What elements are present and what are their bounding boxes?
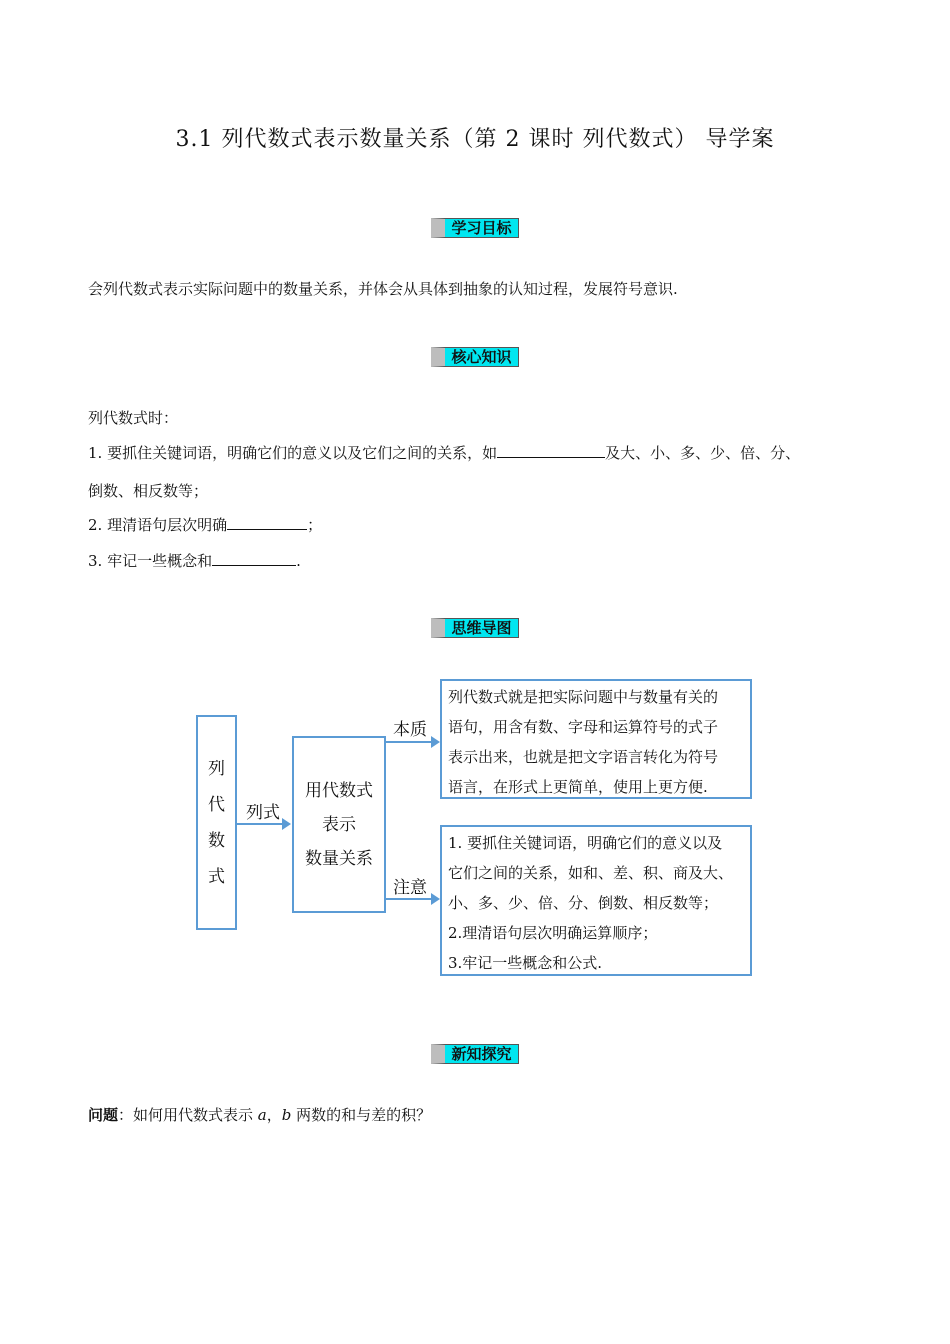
section-header-mindmap: 思维导图	[431, 618, 519, 638]
core-item-1-post: 及大、小、多、少、倍、分、	[605, 444, 801, 462]
arrow-to-essence	[386, 741, 438, 743]
mindmap-attention-box	[440, 825, 752, 976]
section-header-explore: 新知探究	[431, 1044, 519, 1064]
mindmap-middle-box	[292, 736, 386, 913]
attention-line: 1. 要抓住关键词语，明确它们的意义以及	[448, 834, 723, 852]
question-sep: ，	[266, 1106, 282, 1124]
core-item-3-post: .	[296, 552, 301, 570]
middle-line: 用代数式	[305, 780, 373, 801]
fill-blank-3[interactable]	[212, 551, 296, 566]
middle-line: 数量关系	[305, 848, 373, 869]
core-item-1-pre: 1. 要抓住关键词语，明确它们的意义以及它们之间的关系，如	[88, 444, 498, 462]
var-b: b	[281, 1106, 292, 1124]
core-item-1-line2: 倒数、相反数等；	[88, 482, 209, 500]
core-intro: 列代数式时：	[88, 409, 179, 427]
core-item-3-pre: 3. 牢记一些概念和	[88, 552, 213, 570]
root-char: 代	[208, 794, 225, 815]
goals-text: 会列代数式表示实际问题中的数量关系，并体会从具体到抽象的认知过程，发展符号意识.	[88, 280, 678, 298]
edge-label-attention: 注意	[393, 878, 427, 898]
attention-line: 2.理清语句层次明确运算顺序；	[448, 924, 658, 942]
question-text-post: 两数的和与差的积？	[291, 1106, 432, 1124]
edge-label-essence: 本质	[393, 720, 427, 740]
attention-line: 它们之间的关系，如和、差、积、商及大、	[448, 864, 734, 882]
root-char: 数	[208, 830, 225, 851]
core-item-1	[88, 442, 800, 463]
core-item-2-pre: 2. 理清语句层次明确	[88, 516, 228, 534]
attention-line: 3.牢记一些概念和公式.	[448, 954, 603, 972]
edge-label-lieshi: 列式	[246, 803, 280, 823]
section-header-goals: 学习目标	[431, 218, 519, 238]
core-item-3	[88, 550, 301, 571]
root-char: 式	[208, 866, 225, 887]
attention-line: 小、多、少、倍、分、倒数、相反数等；	[448, 894, 719, 912]
arrow-to-attention	[386, 898, 438, 900]
question-label: 问题	[88, 1106, 119, 1124]
var-a: a	[257, 1106, 267, 1124]
mindmap-essence-box	[440, 679, 752, 799]
essence-line: 语言，在形式上更简单，使用上更方便.	[448, 778, 708, 796]
fill-blank-2[interactable]	[227, 515, 307, 530]
middle-line: 表示	[322, 814, 356, 835]
question	[88, 1104, 431, 1125]
question-text-pre: ：如何用代数式表示	[118, 1106, 258, 1124]
essence-line: 语句，用含有数、字母和运算符号的式子	[448, 718, 719, 736]
mindmap-root-box	[196, 715, 237, 930]
section-header-core: 核心知识	[431, 347, 519, 367]
root-char: 列	[208, 758, 225, 779]
essence-line: 表示出来，也就是把文字语言转化为符号	[448, 748, 719, 766]
arrow-root-to-middle	[237, 823, 289, 825]
fill-blank-1[interactable]	[497, 443, 605, 458]
page-title: 3.1 列代数式表示数量关系（第 2 课时 列代数式） 导学案	[175, 127, 775, 152]
essence-line: 列代数式就是把实际问题中与数量有关的	[448, 688, 719, 706]
core-item-2	[88, 514, 322, 535]
core-item-2-post: ；	[307, 516, 323, 534]
